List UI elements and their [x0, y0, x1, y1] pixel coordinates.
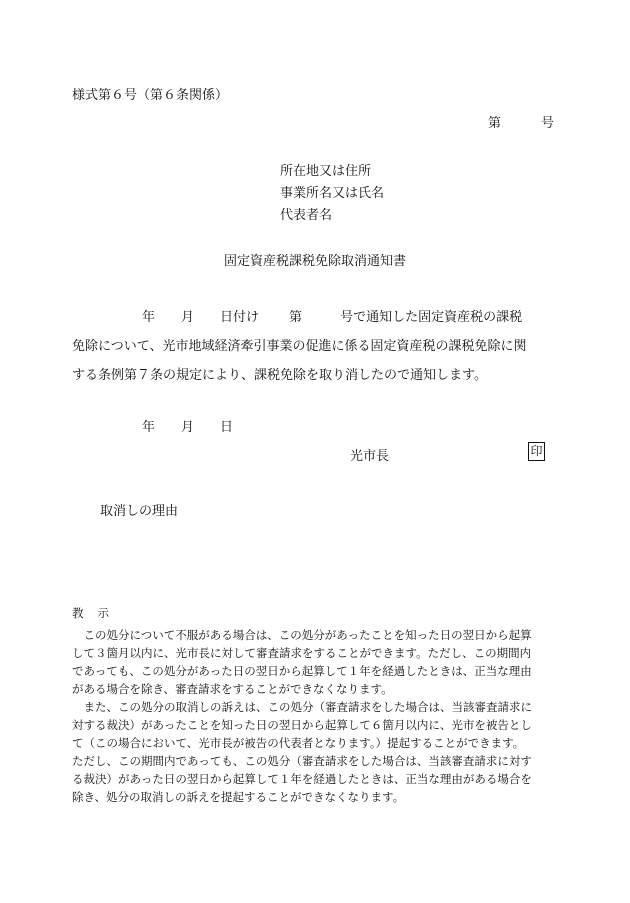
issue-date-year: 年	[142, 420, 156, 435]
body-day-dated: 日付け	[220, 310, 260, 325]
notice-line: 除き、処分の取消しの訴えを提起することができなくなります。	[72, 790, 405, 804]
notice-line: して３箇月以内に、光市長に対して審査請求をすることができます。ただし、この期間内	[72, 646, 532, 660]
notice-line: 対する裁決）があったことを知った日の翌日から起算して６箇月以内に、光市を被告とし	[72, 718, 532, 732]
body-line-3: する条例第７条の規定により、課税免除を取り消したので通知します。	[72, 368, 487, 383]
body-number-prefix: 第	[289, 310, 303, 325]
seal-mark: 印	[528, 442, 545, 461]
notice-line: また、この処分の取消しの訴えは、この処分（審査請求をした場合は、当該審査請求に	[72, 700, 532, 714]
document-number-suffix: 号	[541, 116, 555, 131]
document-number-prefix: 第	[488, 116, 502, 131]
reason-label: 取消しの理由	[100, 504, 179, 519]
form-number: 様式第６号（第６条関係）	[72, 88, 229, 103]
body-line-1	[72, 306, 522, 325]
addressee-business-name: 事業所名又は氏名	[280, 186, 385, 201]
issue-date-day: 日	[220, 420, 234, 435]
body-year: 年	[142, 310, 156, 325]
notice-line: この処分について不服がある場合は、この処分があったことを知った日の翌日から起算	[72, 628, 532, 642]
addressee-address: 所在地又は住所	[280, 164, 372, 179]
notice-heading: 教 示	[72, 606, 109, 620]
body-line-1-text: 号で通知した固定資産税の課税	[340, 310, 523, 325]
issue-date	[142, 416, 233, 435]
notice-line: る裁決）があった日の翌日から起算して１年を経過したときは、正当な理由がある場合を	[72, 772, 532, 786]
notice-line: て（この場合において、光市長が被告の代表者となります。）提起することができます。	[72, 736, 525, 750]
notice-line: ただし、この期間内であっても、この処分（審査請求をした場合は、当該審査請求に対す	[72, 754, 532, 768]
issue-date-month: 月	[181, 420, 195, 435]
document-title: 固定資産税課税免除取消通知書	[223, 254, 406, 269]
issuer-mayor: 光市長	[350, 449, 390, 464]
document-number	[488, 112, 554, 131]
body-month: 月	[181, 310, 195, 325]
addressee-representative: 代表者名	[280, 208, 333, 223]
notice-line: であっても、この処分があった日の翌日から起算して１年を経過したときは、正当な理由	[72, 664, 532, 678]
notice-line: がある場合を除き、審査請求をすることができなくなります。	[72, 682, 393, 696]
body-line-2: 免除について、光市地域経済牽引事業の促進に係る固定資産税の課税免除に関	[72, 339, 527, 354]
